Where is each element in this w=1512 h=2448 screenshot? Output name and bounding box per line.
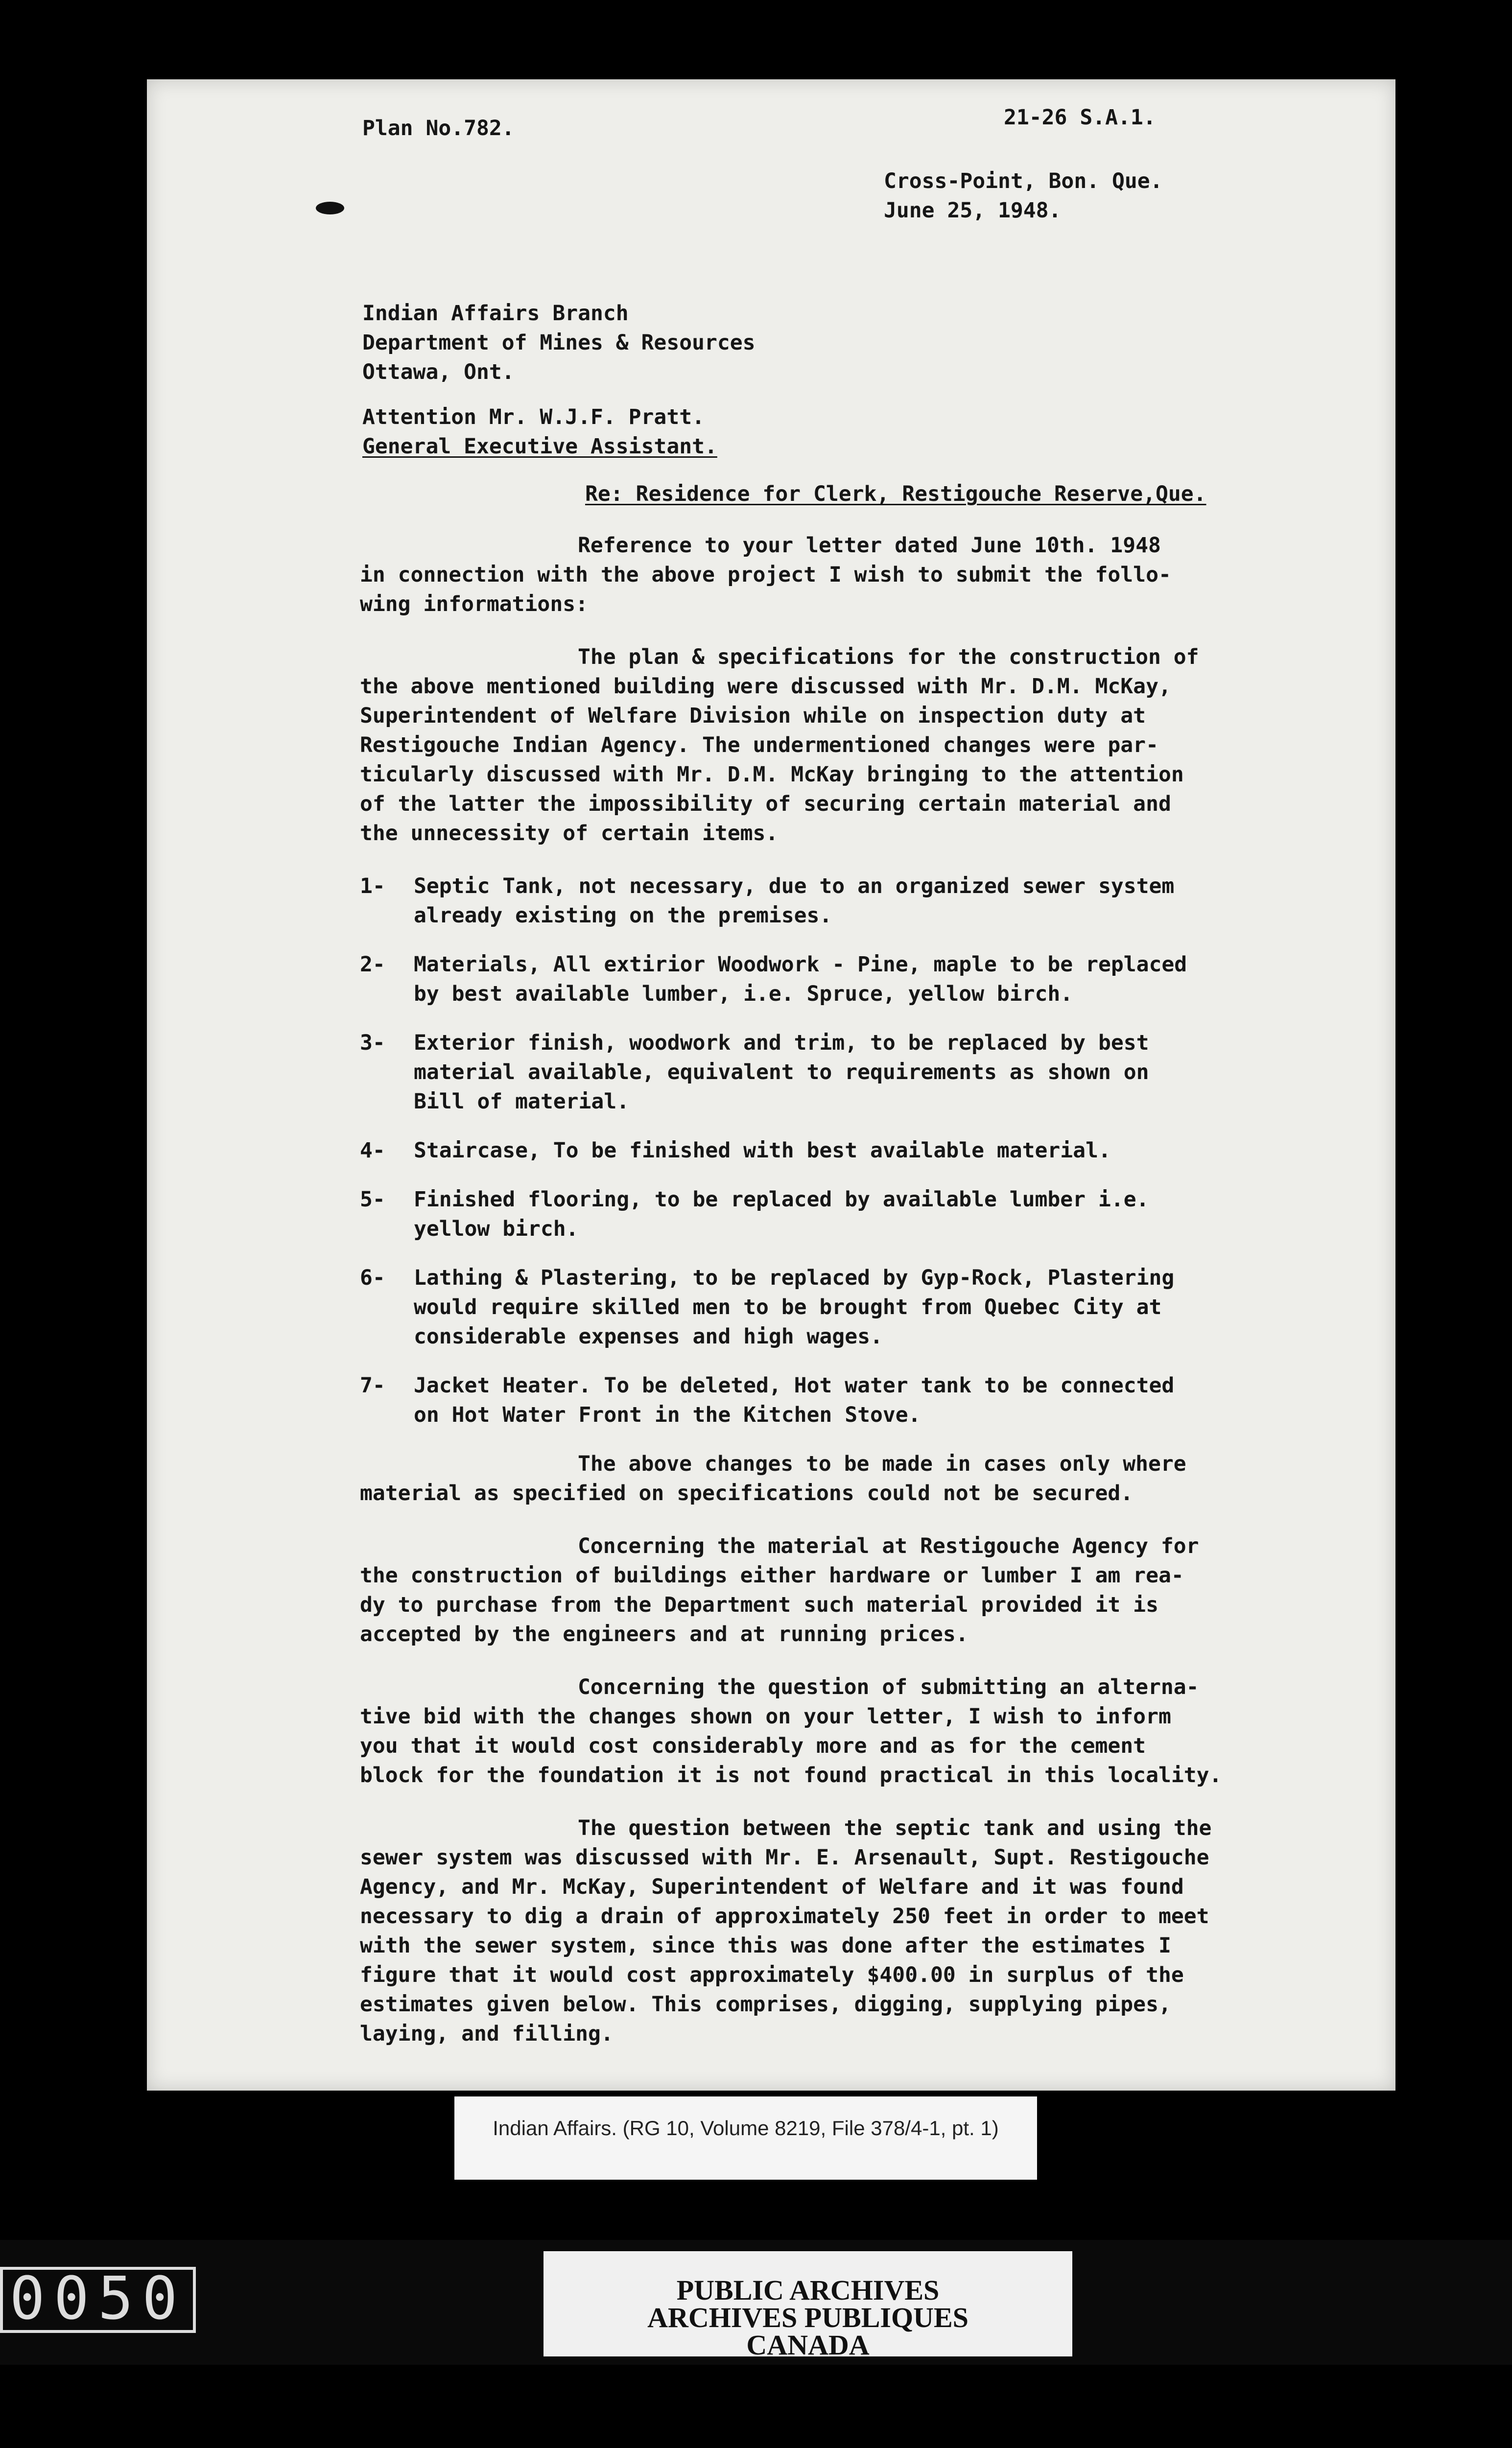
item-number: 6- [360, 1266, 385, 1290]
letter-body [360, 531, 1222, 2072]
text-line: you that it would cost considerably more and as for the cement [360, 1734, 1146, 1758]
subject-line: Re: Residence for Clerk, Restigouche Reserve,Que. [585, 482, 1206, 506]
ink-blot [316, 202, 344, 214]
text-line: on Hot Water Front in the Kitchen Stove. [414, 1403, 921, 1427]
text-line: Finished flooring, to be replaced by available lumber i.e. [414, 1187, 1149, 1212]
dateline-place: Cross-Point, Bon. Que. [884, 169, 1163, 193]
archive-citation-label: Indian Affairs. (RG 10, Volume 8219, File 378/4-1, pt. 1) [454, 2096, 1037, 2180]
text-line: already existing on the premises. [414, 903, 832, 928]
text-line: considerable expenses and high wages. [414, 1324, 883, 1349]
text-line: The question between the septic tank and using the [578, 1816, 1212, 1840]
text-line: laying, and filling. [360, 2022, 614, 2046]
text-line: Superintendent of Welfare Division while on inspection duty at [360, 704, 1146, 728]
text-line: Concerning the question of submitting an alterna- [578, 1675, 1199, 1699]
text-line: The above changes to be made in cases only where [578, 1452, 1186, 1476]
item-number: 2- [360, 952, 385, 977]
file-reference: 21-26 S.A.1. [1004, 105, 1156, 130]
dateline [884, 166, 1163, 225]
item-number: 4- [360, 1138, 385, 1163]
text-line: ticularly discussed with Mr. D.M. McKay bringing to the attention [360, 762, 1184, 787]
text-line: yellow birch. [414, 1217, 579, 1241]
text-line: wing informations: [360, 592, 588, 616]
stamp-line: PUBLIC ARCHIVES [676, 2274, 940, 2306]
text-line: in connection with the above project I wish to submit the follo- [360, 563, 1171, 587]
text-line: of the latter the impossibility of securing certain material and [360, 792, 1171, 816]
intro-paragraph [360, 531, 1222, 619]
text-line: the construction of buildings either hardware or lumber I am rea- [360, 1563, 1184, 1588]
text-line: tive bid with the changes shown on your letter, I wish to inform [360, 1704, 1171, 1729]
archives-stamp [543, 2251, 1072, 2361]
text-line: material available, equivalent to requirements as shown on [414, 1060, 1149, 1084]
text-line: Staircase, To be finished with best available material. [414, 1138, 1111, 1163]
item-number: 7- [360, 1373, 385, 1398]
stamp-line: CANADA [746, 2329, 870, 2361]
attention-block [362, 402, 717, 461]
text-line: Lathing & Plastering, to be replaced by Gyp-Rock, Plastering [414, 1266, 1175, 1290]
list-item [360, 950, 1222, 1009]
list-item [360, 1371, 1222, 1430]
attention-title: General Executive Assistant. [362, 434, 717, 459]
recipient-address [362, 299, 756, 387]
item-number: 5- [360, 1187, 385, 1212]
text-line: Concerning the material at Restigouche Agency for [578, 1534, 1199, 1558]
stamp-line: ARCHIVES PUBLIQUES [647, 2302, 969, 2333]
discussion-paragraph [360, 642, 1222, 848]
address-line: Indian Affairs Branch [362, 301, 629, 326]
text-line: dy to purchase from the Department such material provided it is [360, 1593, 1158, 1617]
item-number: 1- [360, 874, 385, 898]
text-line: Reference to your letter dated June 10th. 1948 [578, 533, 1161, 558]
address-line: Ottawa, Ont. [362, 360, 515, 384]
text-line: material as specified on specifications could not be secured. [360, 1481, 1134, 1506]
text-line: figure that it would cost approximately $400.00 in surplus of the [360, 1963, 1184, 1987]
dateline-date: June 25, 1948. [884, 198, 1062, 223]
text-line: accepted by the engineers and at running prices. [360, 1622, 969, 1647]
text-line: Agency, and Mr. McKay, Superintendent of Welfare and it was found [360, 1875, 1184, 1899]
address-line: Department of Mines & Resources [362, 330, 756, 355]
text-line: The plan & specifications for the construction of [578, 645, 1199, 669]
text-line: Septic Tank, not necessary, due to an organized sewer system [414, 874, 1175, 898]
text-line: block for the foundation it is not found practical in this locality. [360, 1763, 1222, 1788]
text-line: Jacket Heater. To be deleted, Hot water tank to be connected [414, 1373, 1175, 1398]
attention-line: Attention Mr. W.J.F. Pratt. [362, 405, 705, 429]
list-item [360, 1136, 1222, 1165]
text-line: Materials, All extirior Woodwork - Pine, maple to be replaced [414, 952, 1187, 977]
text-line: by best available lumber, i.e. Spruce, yellow birch. [414, 982, 1073, 1006]
list-item [360, 871, 1222, 930]
text-line: Bill of material. [414, 1089, 630, 1114]
list-item [360, 1185, 1222, 1244]
sewer-paragraph [360, 1813, 1222, 2048]
changes-paragraph [360, 1449, 1222, 1508]
list-item [360, 1263, 1222, 1351]
text-line: Exterior finish, woodwork and trim, to be replaced by best [414, 1031, 1149, 1055]
letter-page [147, 79, 1395, 2091]
item-number: 3- [360, 1031, 385, 1055]
text-line: sewer system was discussed with Mr. E. Arsenault, Supt. Restigouche [360, 1845, 1209, 1870]
list-item [360, 1028, 1222, 1116]
text-line: would require skilled men to be brought from Quebec City at [414, 1295, 1162, 1319]
text-line: necessary to dig a drain of approximately 250 feet in order to meet [360, 1904, 1209, 1929]
text-line: with the sewer system, since this was done after the estimates I [360, 1933, 1171, 1958]
alternative-bid-paragraph [360, 1672, 1222, 1790]
text-line: the unnecessity of certain items. [360, 821, 779, 846]
text-line: estimates given below. This comprises, digging, supplying pipes, [360, 1992, 1171, 2017]
text-line: the above mentioned building were discussed with Mr. D.M. McKay, [360, 674, 1171, 699]
frame-number: 0050 [0, 2267, 196, 2333]
plan-number: Plan No.782. [362, 116, 515, 141]
material-paragraph [360, 1531, 1222, 1649]
text-line: Restigouche Indian Agency. The undermentioned changes were par- [360, 733, 1158, 757]
